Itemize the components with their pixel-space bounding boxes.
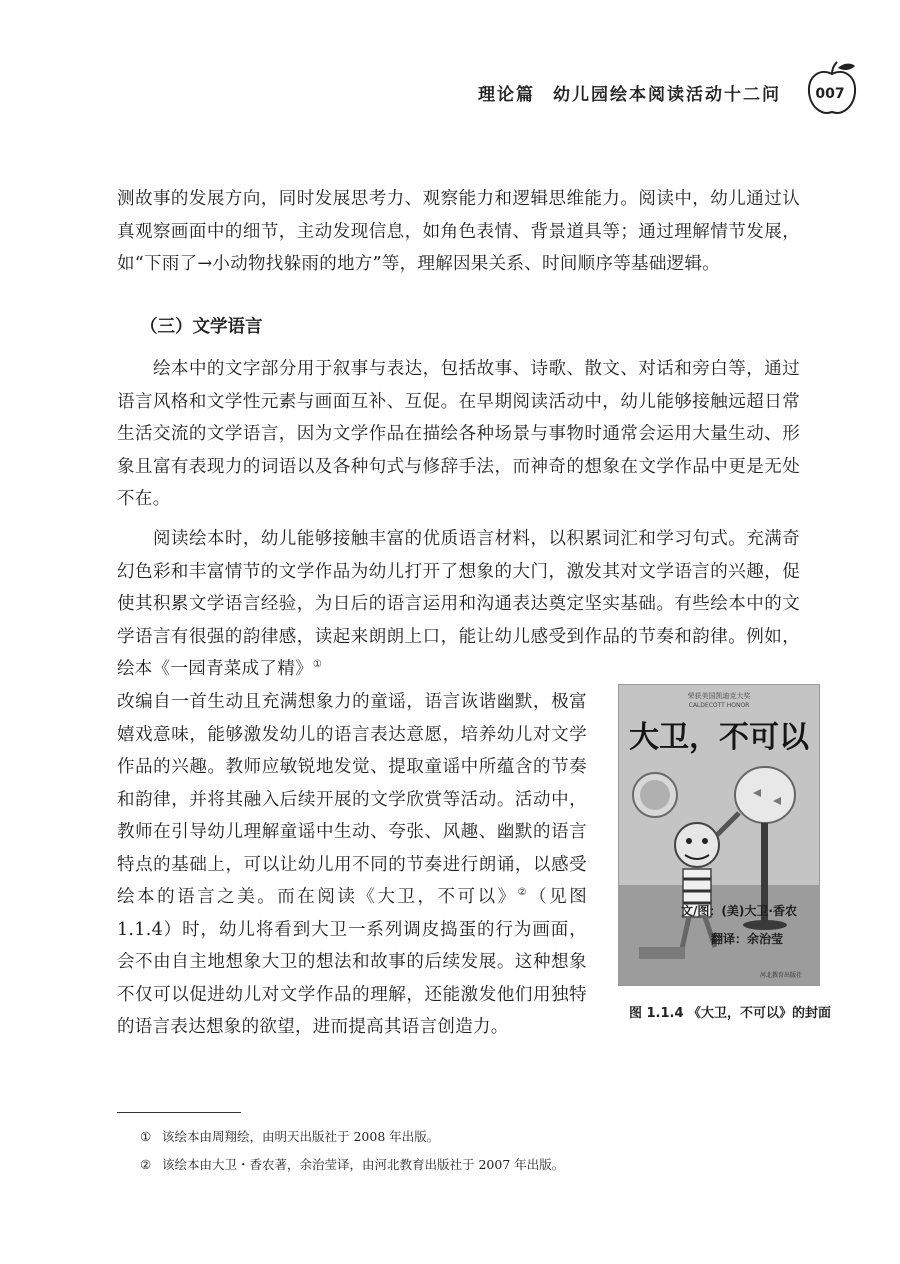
cover-title: 大卫，不可以 [629,720,809,755]
figure-caption: 图 1.1.4 《大卫，不可以》的封面 [628,1006,832,1021]
paragraph-3-end-text: （见图 1.1.4）时，幼儿将看到大卫一系列调皮捣蛋的行为画面，会不由自主地想象大卫的想法和故事的后续发展。这种想象不仅可以促进幼儿对文学作品的理解，还能激发他们用独特的语言表达想象的欲望，进而提高其语言创造力。 [117,887,588,1037]
note-ref-2: ② [517,887,530,899]
footnote-2-mark: ② [140,1157,152,1172]
note-ref-1: ① [312,659,323,671]
footnote-2 [140,1155,564,1173]
paragraph-3-text: 阅读绘本时，幼儿能够接触丰富的优质语言材料，以积累词汇和学习句式。充满奇幻色彩和丰富情节的文学作品为幼儿打开了想象的大门，激发其对文学语言的兴趣，促使其积累文学语言经验，为日后的语言运用和沟通表达奠定坚实基础。有些绘本中的文学语言有很强的韵律感，读起来朗朗上口，能让幼儿感受到作品的节奏和韵律。例如，绘本《一园青菜成了精》 [117,529,800,679]
cover-author: 文/图：(美)大卫·香农 [681,904,797,918]
footnote-2-text: 该绘本由大卫・香农著，余治莹译，由河北教育出版社于 2007 年出版。 [162,1157,565,1172]
header-book-title: 幼儿园绘本阅读活动十二问 [553,85,781,105]
header-part: 理论篇 [478,85,535,105]
book-cover-image [618,684,820,986]
footnote-1-mark: ① [140,1129,152,1144]
paragraph-2: 绘本中的文字部分用于叙事与表达，包括故事、诗歌、散文、对话和旁白等，通过语言风格和文学性元素与画面互补、互促。在早期阅读活动中，幼儿能够接触远超日常生活交流的文学语言，因为文学作品在描绘各种场景与事物时通常会运用大量生动、形象且富有表现力的词语以及各种句式与修辞手法，而神奇的想象在文学作品中更是无处不在。 [117,359,800,509]
footnote-divider [117,1112,241,1113]
footnote-1 [140,1127,439,1145]
footnote-1-text: 该绘本由周翔绘，由明天出版社于 2008 年出版。 [162,1129,440,1144]
page-number: 007 [815,86,845,102]
cover-award-en: CALDECOTT HONOR [688,702,750,709]
paragraph-3 [117,523,800,686]
cover-award-text: 荣获美国凯迪克大奖 [687,692,751,700]
cover-translator: 翻译：余治莹 [710,932,784,946]
running-header [478,80,781,105]
section-heading: （三）文学语言 [140,317,263,337]
paragraph-3-cont-text: 改编自一首生动且充满想象力的童谣，语言诙谐幽默，极富嬉戏意味，能够激发幼儿的语言表达意愿，培养幼儿对文学作品的兴趣。教师应敏锐地发觉、提取童谣中所蕴含的节奏和韵律，并将其融入后续开展的文学欣赏等活动。活动中，教师在引导幼儿理解童谣中生动、夸张、风趣、幽默的语言特点的基础上，可以让幼儿用不同的节奏进行朗诵，以感受绘本的语言之美。而在阅读《大卫，不可以》 [117,692,587,907]
cover-publisher: 河北教育出版社 [759,972,803,979]
paragraph-3-cont [117,686,587,1044]
paragraph-1: 测故事的发展方向，同时发展思考力、观察能力和逻辑思维能力。阅读中，幼儿通过认真观察画面中的细节，主动发现信息，如角色表情、背景道具等；通过理解情节发展，如“下雨了→小动物找躲雨的地方”等，理解因果关系、时间顺序等基础逻辑。 [117,189,800,274]
